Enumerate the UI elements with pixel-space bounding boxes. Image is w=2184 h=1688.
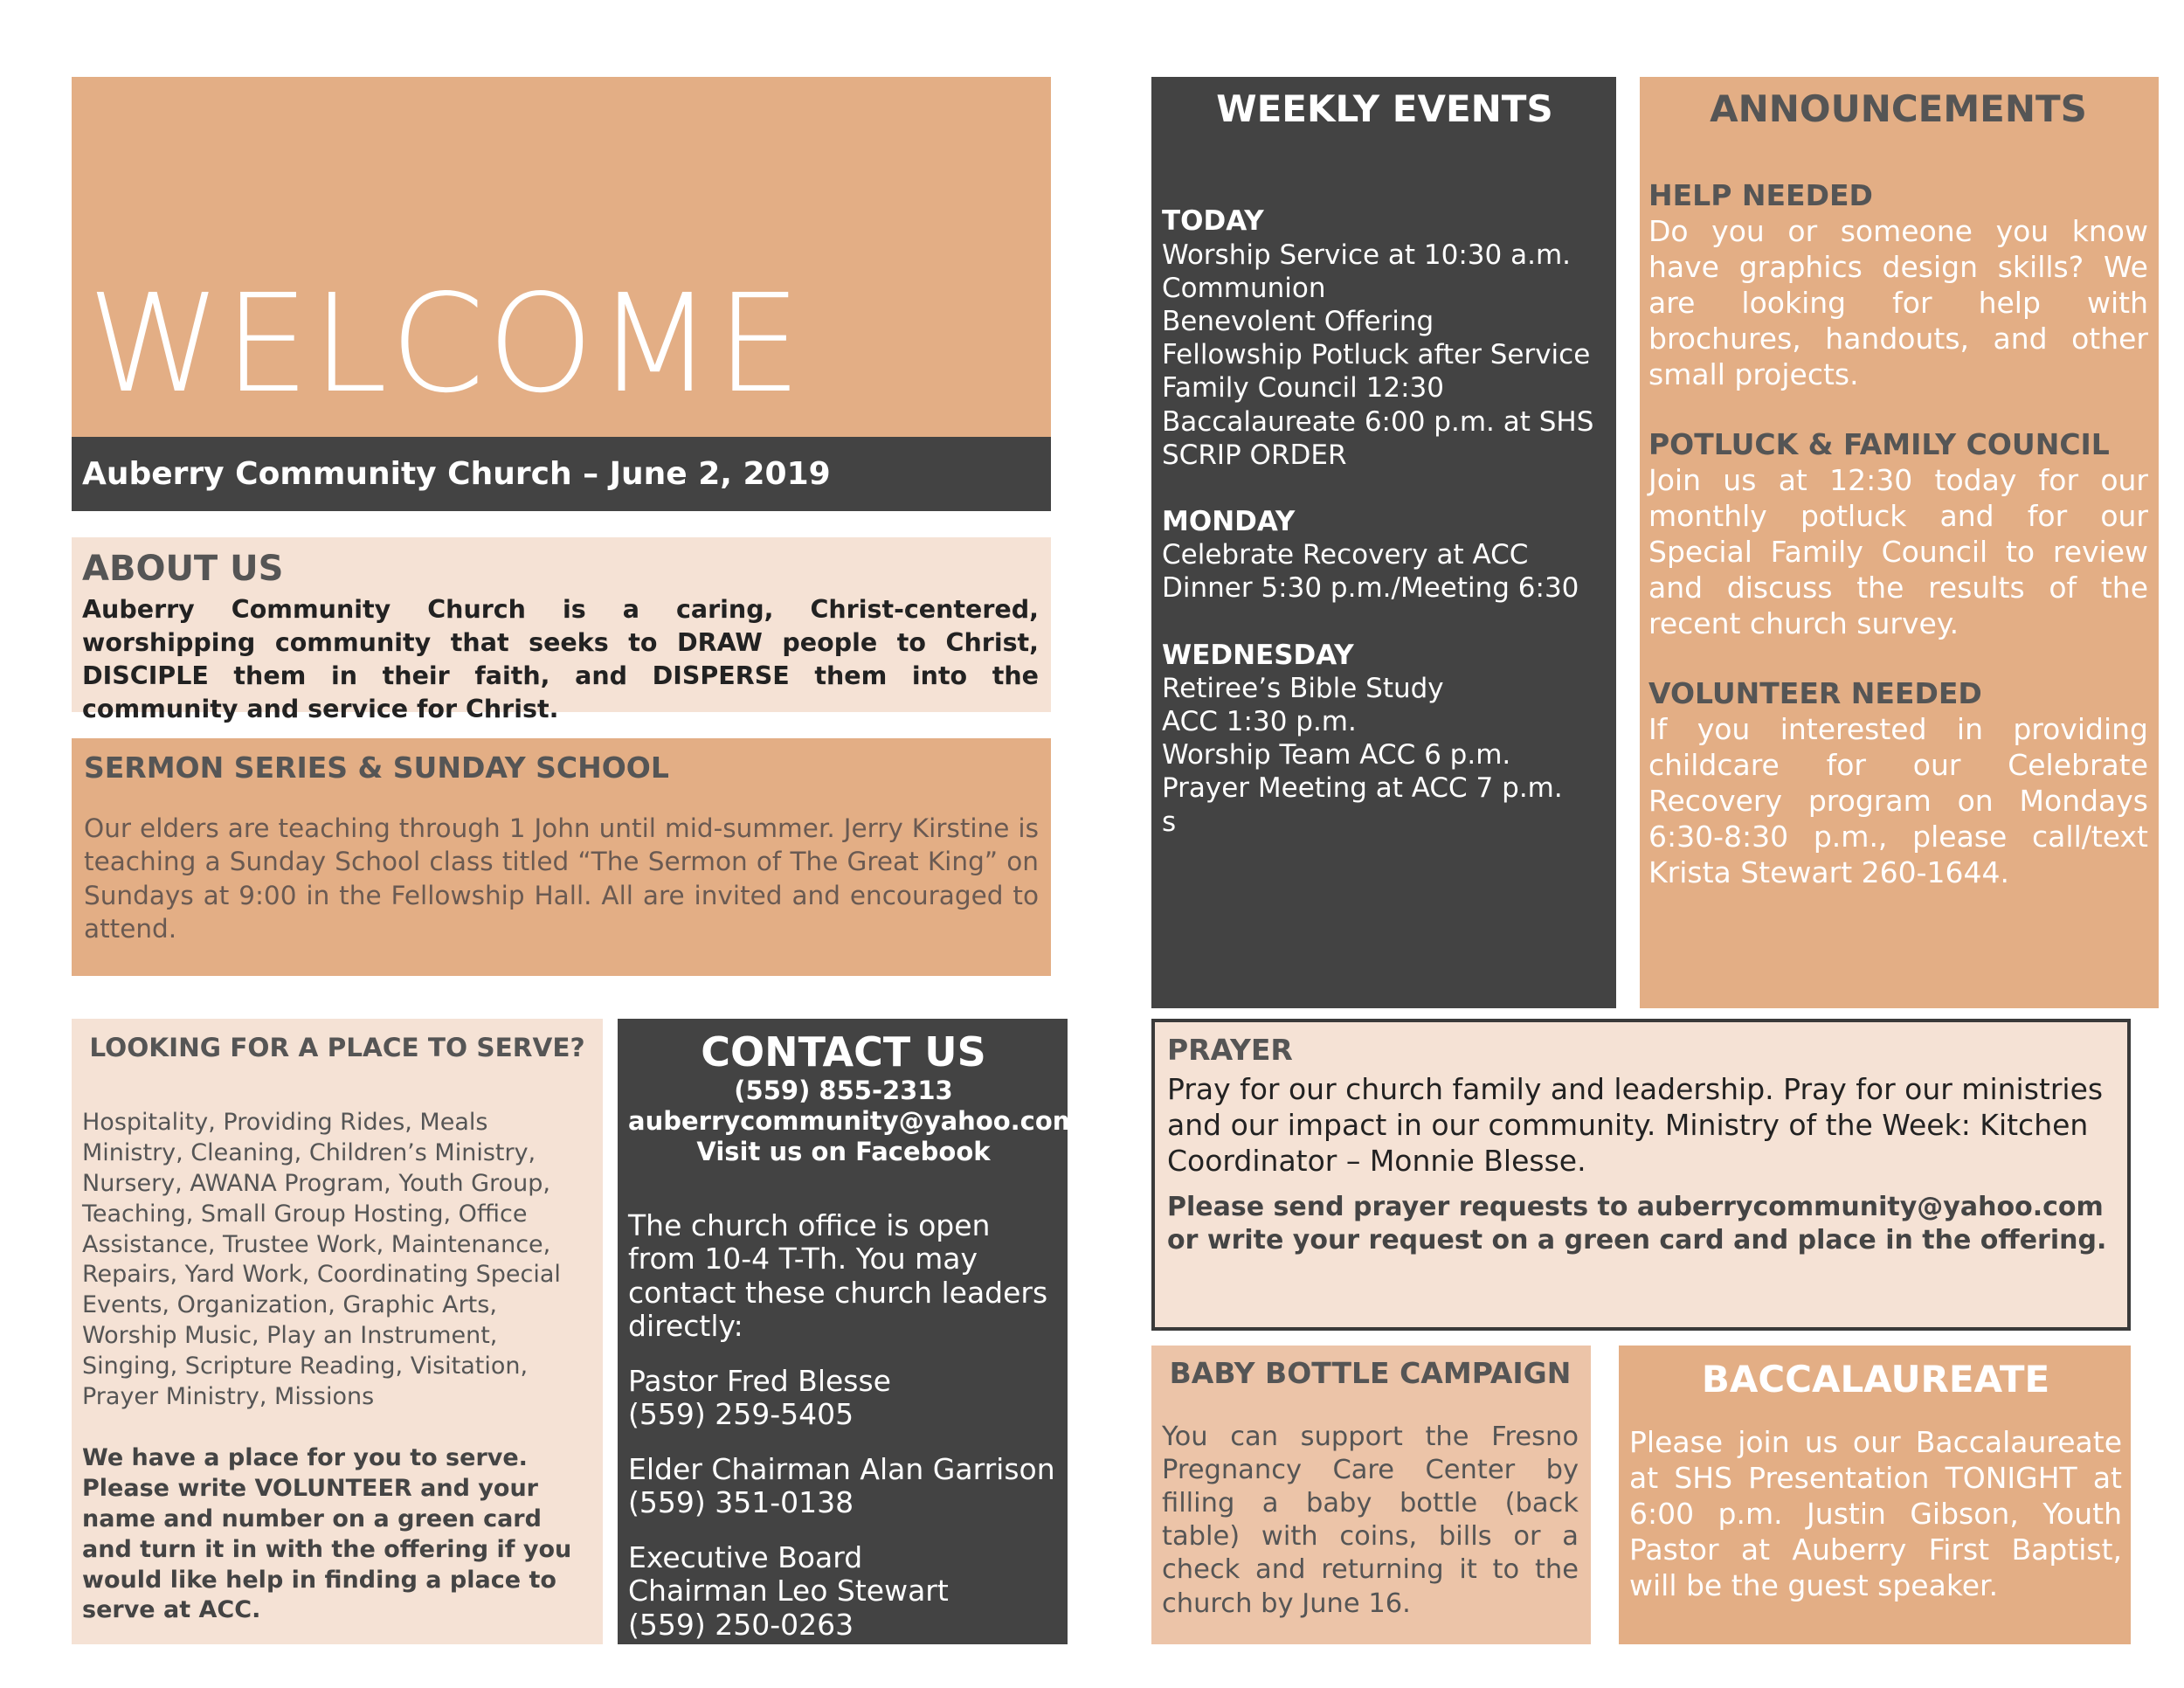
leader-contact [628, 1453, 1059, 1520]
weekly-events-title: WEEKLY EVENTS [1216, 87, 1553, 130]
wednesday-heading: WEDNESDAY [1162, 639, 1354, 671]
baccalaureate-title: BACCALAUREATE [1701, 1358, 2050, 1401]
serve-section [72, 1019, 603, 1644]
prayer-text: Pray for our church family and leadership. Pray for our ministries and our impact in our community. Ministry of the Week: Kitchen Coordinator – Monnie Blesse. [1167, 1071, 2104, 1178]
announcements-title: ANNOUNCEMENTS [1710, 87, 2087, 130]
monday-event: Dinner 5:30 p.m./Meeting 6:30 [1162, 572, 1579, 605]
serve-title: LOOKING FOR A PLACE TO SERVE? [89, 1033, 585, 1062]
leader-name: Executive Board Chairman Leo Stewart [628, 1539, 949, 1608]
about-us-text: Auberry Community Church is a caring, Christ-centered, worshipping community that seeks to DRAW people to Christ, DISCIPLE them in their faith, and DISPERSE them into the community and service for Christ. [82, 595, 1039, 723]
today-event: Baccalaureate 6:00 p.m. at SHS [1162, 405, 1594, 438]
leader-name: Elder Chairman Alan Garrison [628, 1451, 1055, 1486]
wednesday-event: ACC 1:30 p.m. [1162, 706, 1357, 738]
weekly-events-section [1151, 77, 1616, 1008]
volunteer-announcement [1648, 676, 2148, 890]
today-event: Communion [1162, 272, 1326, 304]
wednesday-event: Prayer Meeting at ACC 7 p.m. [1162, 772, 1563, 805]
leader-contact [628, 1365, 1059, 1432]
leader-name: Pastor Fred Blesse [628, 1363, 891, 1398]
volunteer-heading: VOLUNTEER NEEDED [1648, 676, 1982, 711]
leader-contact [628, 1541, 995, 1643]
announcements-section [1640, 77, 2159, 1008]
leader-phone: (559) 250-0263 [628, 1607, 854, 1642]
today-event: Family Council 12:30 [1162, 372, 1444, 405]
wednesday-event: Worship Team ACC 6 p.m. [1162, 739, 1511, 771]
help-needed-text: Do you or someone you know have graphics design skills? We are looking for help with brochures, handouts, and other small projects. [1648, 214, 2148, 392]
help-needed-announcement [1648, 178, 2148, 392]
today-event: Fellowship Potluck after Service [1162, 339, 1591, 371]
church-phone: (559) 855-2313 [734, 1075, 953, 1105]
contact-us-section [618, 1019, 1080, 1644]
baby-bottle-section [1151, 1346, 1591, 1644]
contact-us-title: CONTACT US [701, 1028, 986, 1076]
baby-bottle-text: You can support the Fresno Pregnancy Care Center by filling a baby bottle (back table) with coins, bills or a check and returning it to the church by June 16. [1162, 1421, 1579, 1619]
church-email-link[interactable]: auberrycommunity@yahoo.com [628, 1105, 1080, 1136]
about-us-section [72, 537, 1051, 723]
potluck-announcement [1648, 427, 2148, 641]
help-needed-heading: HELP NEEDED [1648, 178, 1873, 213]
serve-opportunities-list: Hospitality, Providing Rides, Meals Ministry, Cleaning, Children’s Ministry, Nursery, AWANA Program, Youth Group, Teaching, Small Group Hosting, Office Assistance, Trustee Work, Maintenance, Repairs, Yard Work, Coordinating Special Events, Organization, Graphic Arts, Worship Music, Play an Instrument, Singing, Scripture Reading, Visitation, Prayer Ministry, Missions [82, 1109, 561, 1410]
prayer-heading: PRAYER [1167, 1033, 1293, 1067]
wednesday-event: s [1162, 806, 1177, 838]
sermon-series-text: Our elders are teaching through 1 John until mid-summer. Jerry Kirstine is teaching a Sunday School class titled “The Sermon of The Great King” on Sundays at 9:00 in the Fellowship Hall. All are invited and encouraged to attend. [84, 813, 1039, 944]
potluck-text: Join us at 12:30 today for our monthly potluck and for our Special Family Council to review and discuss the results of the recent church survey. [1648, 463, 2148, 641]
wednesday-event: Retiree’s Bible Study [1162, 672, 1444, 704]
church-date-title: Auberry Community Church – June 2, 2019 [82, 456, 831, 492]
welcome-title: WELCOME [87, 265, 805, 423]
facebook-link[interactable]: Visit us on Facebook [696, 1136, 991, 1166]
baccalaureate-section [1619, 1346, 2131, 1644]
welcome-subtitle-bar [72, 437, 1051, 511]
weekly-events-list [1162, 204, 1607, 838]
today-event: Worship Service at 10:30 a.m. [1162, 239, 1572, 271]
volunteer-text: If you interested in providing childcare for our Celebrate Recovery program on Mondays 6:30-8:30 p.m., please call/text Krista Stewart 260-1644. [1648, 712, 2148, 890]
sermon-series-heading: SERMON SERIES & SUNDAY SCHOOL [84, 751, 669, 785]
baby-bottle-title: BABY BOTTLE CAMPAIGN [1169, 1356, 1572, 1390]
prayer-section [1151, 1019, 2131, 1331]
monday-heading: MONDAY [1162, 506, 1296, 538]
sermon-series-section [72, 738, 1051, 976]
today-heading: TODAY [1162, 205, 1264, 238]
welcome-banner [72, 77, 1051, 437]
serve-volunteer-note: We have a place for you to serve. Please write VOLUNTEER and your name and number on a green card and turn it in with the offering if you would like help in finding a place to serve at ACC. [82, 1444, 572, 1624]
prayer-request-note: Please send prayer requests to auberrycommunity@yahoo.com or write your request on a green card and place in the offering. [1167, 1191, 2107, 1256]
today-event: SCRIP ORDER [1162, 439, 1347, 471]
leader-phone: (559) 351-0138 [628, 1485, 854, 1520]
monday-event: Celebrate Recovery at ACC [1162, 539, 1529, 571]
leader-phone: (559) 259-5405 [628, 1397, 854, 1432]
potluck-heading: POTLUCK & FAMILY COUNCIL [1648, 427, 2110, 462]
today-event: Benevolent Offering [1162, 306, 1434, 337]
about-us-heading: ABOUT US [82, 549, 284, 589]
office-hours-text: The church office is open from 10-4 T-Th. You may contact these church leaders directly: [628, 1207, 1048, 1344]
baccalaureate-text: Please join us our Baccalaureate at SHS Presentation TONIGHT at 6:00 p.m. Justin Gibson, Youth Pastor at Auberry First Baptist, will be the guest speaker. [1629, 1425, 2122, 1603]
